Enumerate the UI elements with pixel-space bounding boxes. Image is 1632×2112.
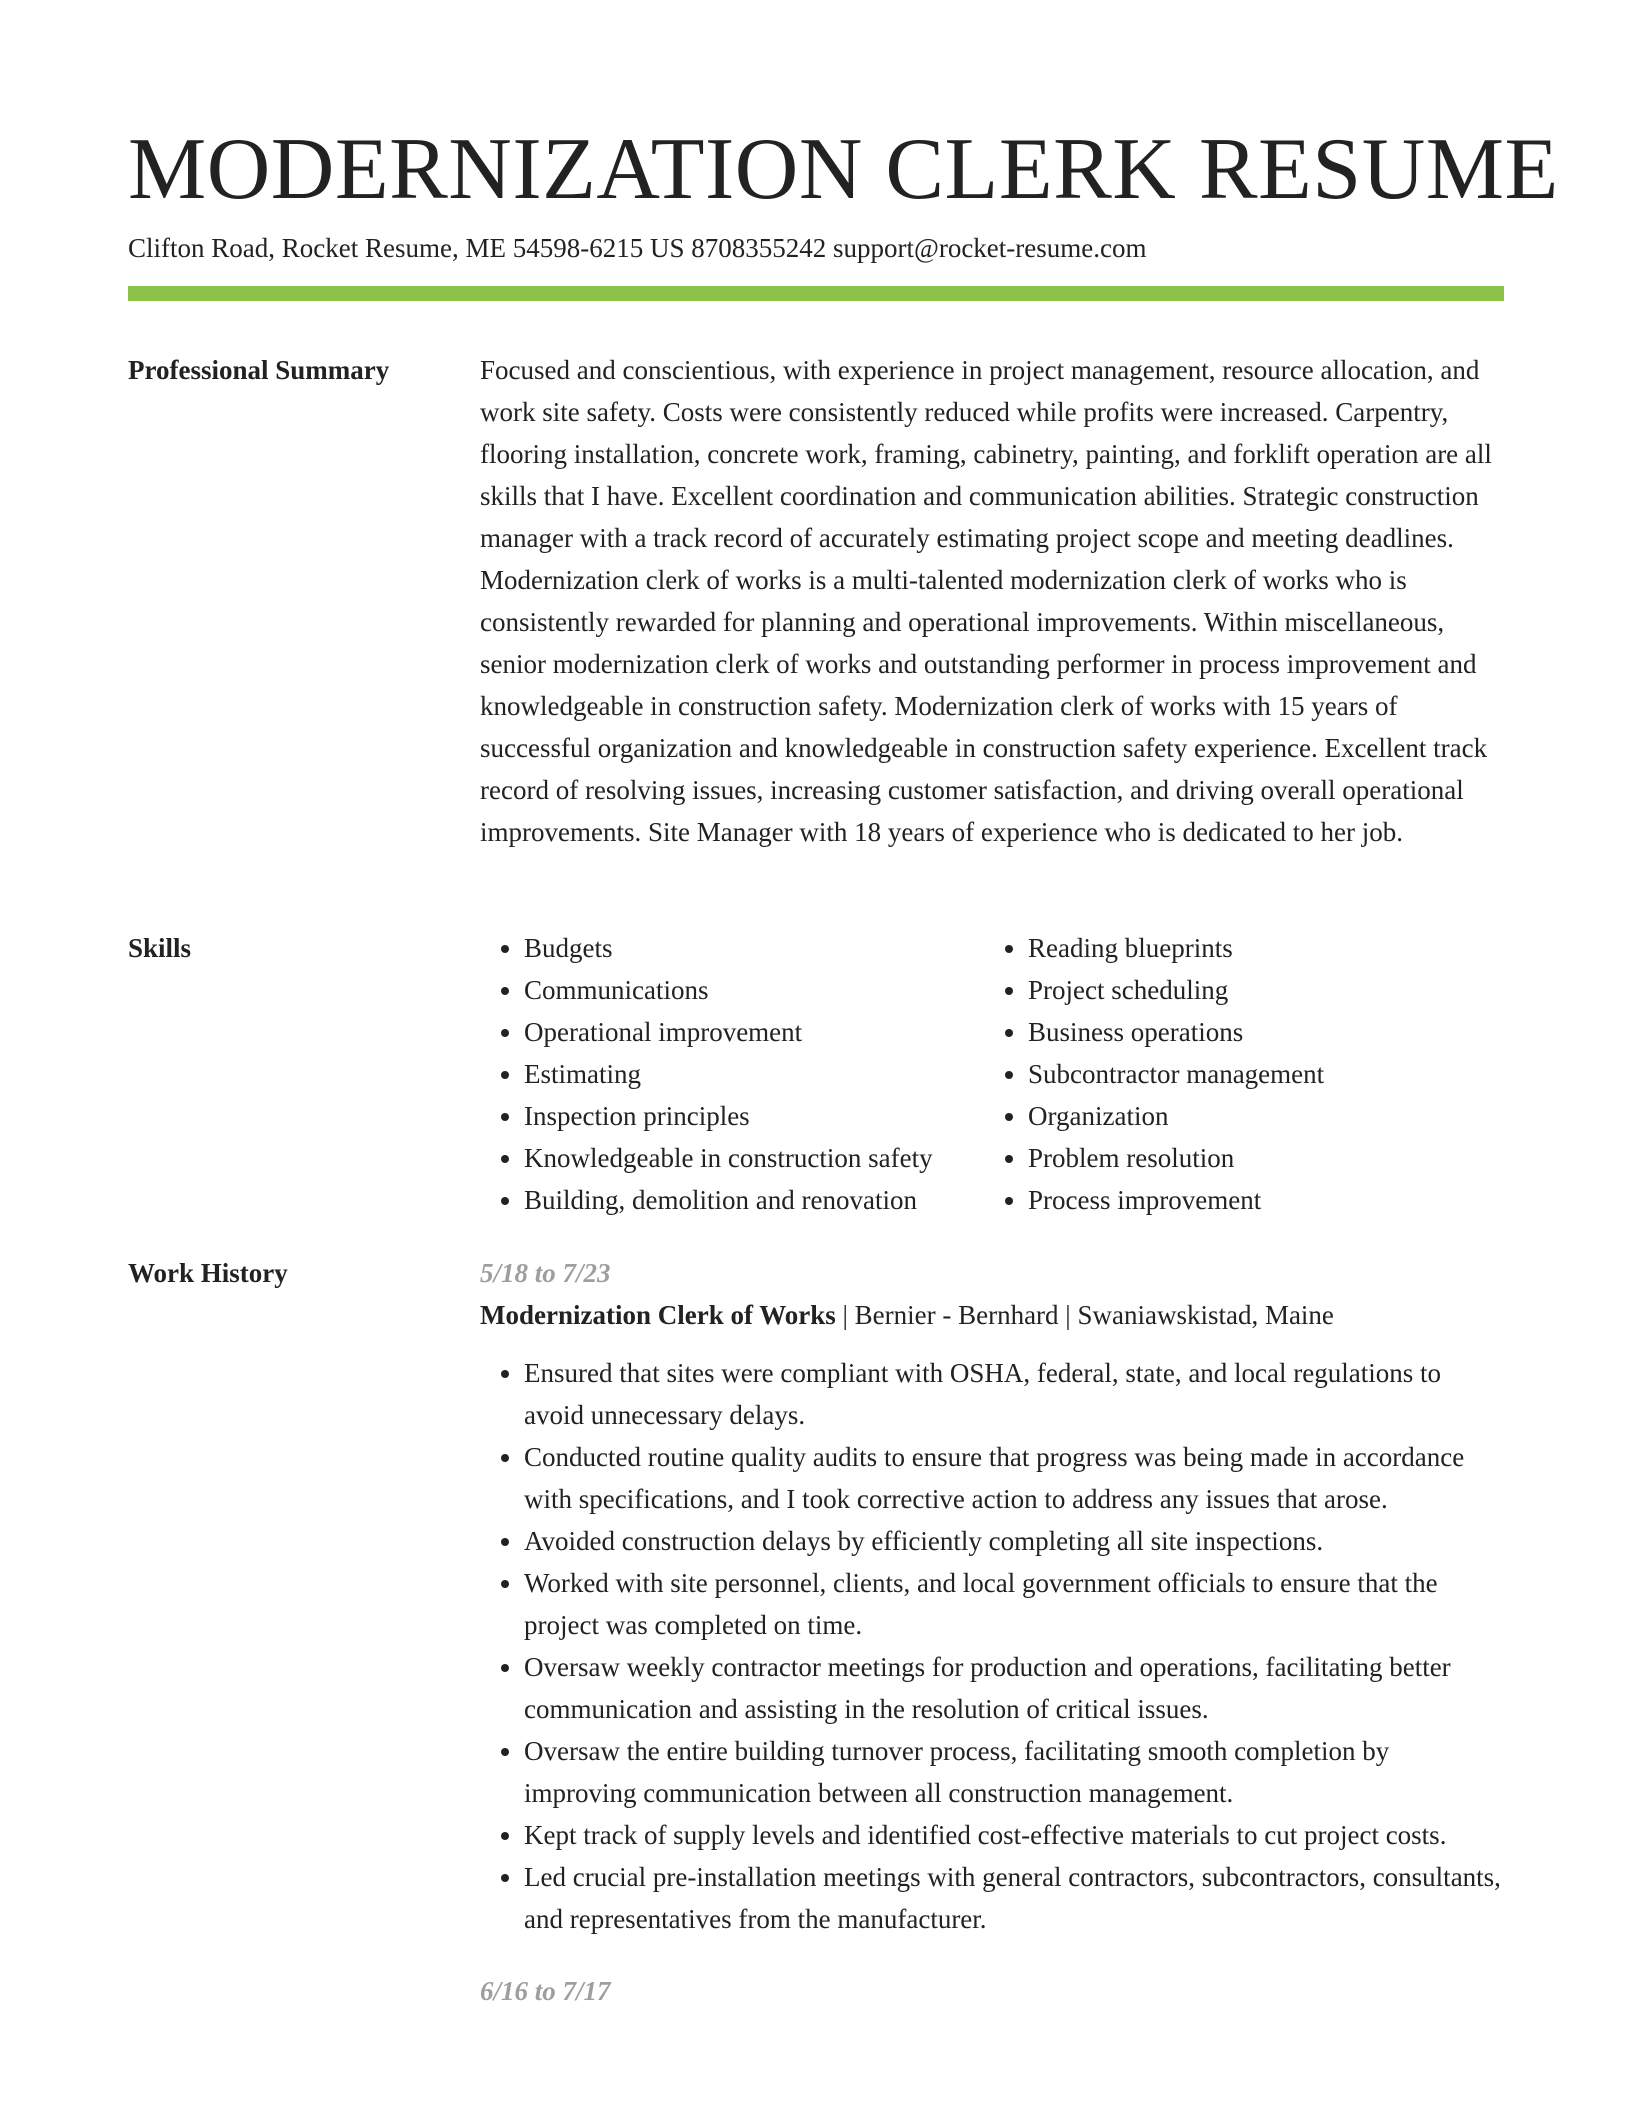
skill-item: • Subcontractor management (1028, 1053, 1488, 1095)
resume-title: MODERNIZATION CLERK RESUME (128, 121, 1559, 218)
skill-item: • Process improvement (1028, 1179, 1488, 1221)
skill-item: • Budgets (524, 927, 984, 969)
job-bullet: • Conducted routine quality audits to ensure that progress was being made in accordance with specifications, and I took corrective action to address any issues that arose. (524, 1436, 1504, 1520)
job-bullet: • Oversaw weekly contractor meetings for production and operations, facilitating better communication and assisting in the resolution of critical issues. (524, 1646, 1504, 1730)
summary-text: Focused and conscientious, with experience in project management, resource allocation, and work site safety. Costs were consistently reduced while profits were increased. Carpentry, flooring installation, concrete work, framing, cabinetry, painting, and forklift operation are all skills that I have. Excellent coordination and communication abilities. Strategic construction manager with a track record of accurately estimating project scope and meeting deadlines. Modernization clerk of works is a multi-talented modernization clerk of works who is consistently rewarded for planning and operational improvements. Within miscellaneous, senior modernization clerk of works and outstanding performer in process improvement and knowledgeable in construction safety. Modernization clerk of works with 15 years of successful organization and knowledgeable in construction safety experience. Excellent track record of resolving issues, increasing customer satisfaction, and driving overall operational improvements. Site Manager with 18 years of experience who is dedicated to her job. (480, 355, 1492, 847)
job-bullet: • Avoided construction delays by efficiently completing all site inspections. (524, 1520, 1504, 1562)
work-history-label: Work History (128, 1258, 288, 1288)
work-history-body (480, 1252, 1504, 2012)
skill-item: • Building, demolition and renovation (524, 1179, 984, 1221)
contact-line: Clifton Road, Rocket Resume, ME 54598-6215 US 8708355242 support@rocket-resume.com (128, 233, 1147, 263)
skill-item: • Communications (524, 969, 984, 1011)
skill-item: • Operational improvement (524, 1011, 984, 1053)
job-bullet: • Oversaw the entire building turnover process, facilitating smooth completion by improving communication between all construction management. (524, 1730, 1504, 1814)
skill-item: • Organization (1028, 1095, 1488, 1137)
job-details: | Bernier - Bernhard | Swaniawskistad, Maine (835, 1300, 1334, 1330)
skill-item: • Reading blueprints (1028, 927, 1488, 969)
job-heading (480, 1294, 1504, 1336)
skills-grid (480, 927, 1504, 1221)
skill-item: • Business operations (1028, 1011, 1488, 1053)
job-bullet: • Led crucial pre-installation meetings with general contractors, subcontractors, consultants, and representatives from the manufacturer. (524, 1856, 1504, 1940)
job-dates: 5/18 to 7/23 (480, 1258, 611, 1288)
accent-divider (128, 286, 1504, 301)
skills-column-left (480, 927, 984, 1221)
skills-column-right (984, 927, 1488, 1221)
skill-item: • Knowledgeable in construction safety (524, 1137, 984, 1179)
skill-item: • Estimating (524, 1053, 984, 1095)
job-bullets (480, 1352, 1504, 1940)
job-bullet: • Worked with site personnel, clients, and local government officials to ensure that the project was completed on time. (524, 1562, 1504, 1646)
job-bullet: • Kept track of supply levels and identified cost-effective materials to cut project costs. (524, 1814, 1504, 1856)
skills-body (480, 927, 1504, 1221)
summary-body (480, 349, 1504, 853)
job-entry (480, 1252, 1504, 1940)
job-dates: 6/16 to 7/17 (480, 1976, 611, 2006)
job-title: Modernization Clerk of Works (480, 1300, 836, 1330)
skill-item: • Inspection principles (524, 1095, 984, 1137)
skill-item: • Problem resolution (1028, 1137, 1488, 1179)
summary-label: Professional Summary (128, 355, 390, 385)
skill-item: • Project scheduling (1028, 969, 1488, 1011)
job-bullet: • Ensured that sites were compliant with OSHA, federal, state, and local regulations to avoid unnecessary delays. (524, 1352, 1504, 1436)
job-entry (480, 1970, 1504, 2012)
skills-label: Skills (128, 933, 192, 963)
